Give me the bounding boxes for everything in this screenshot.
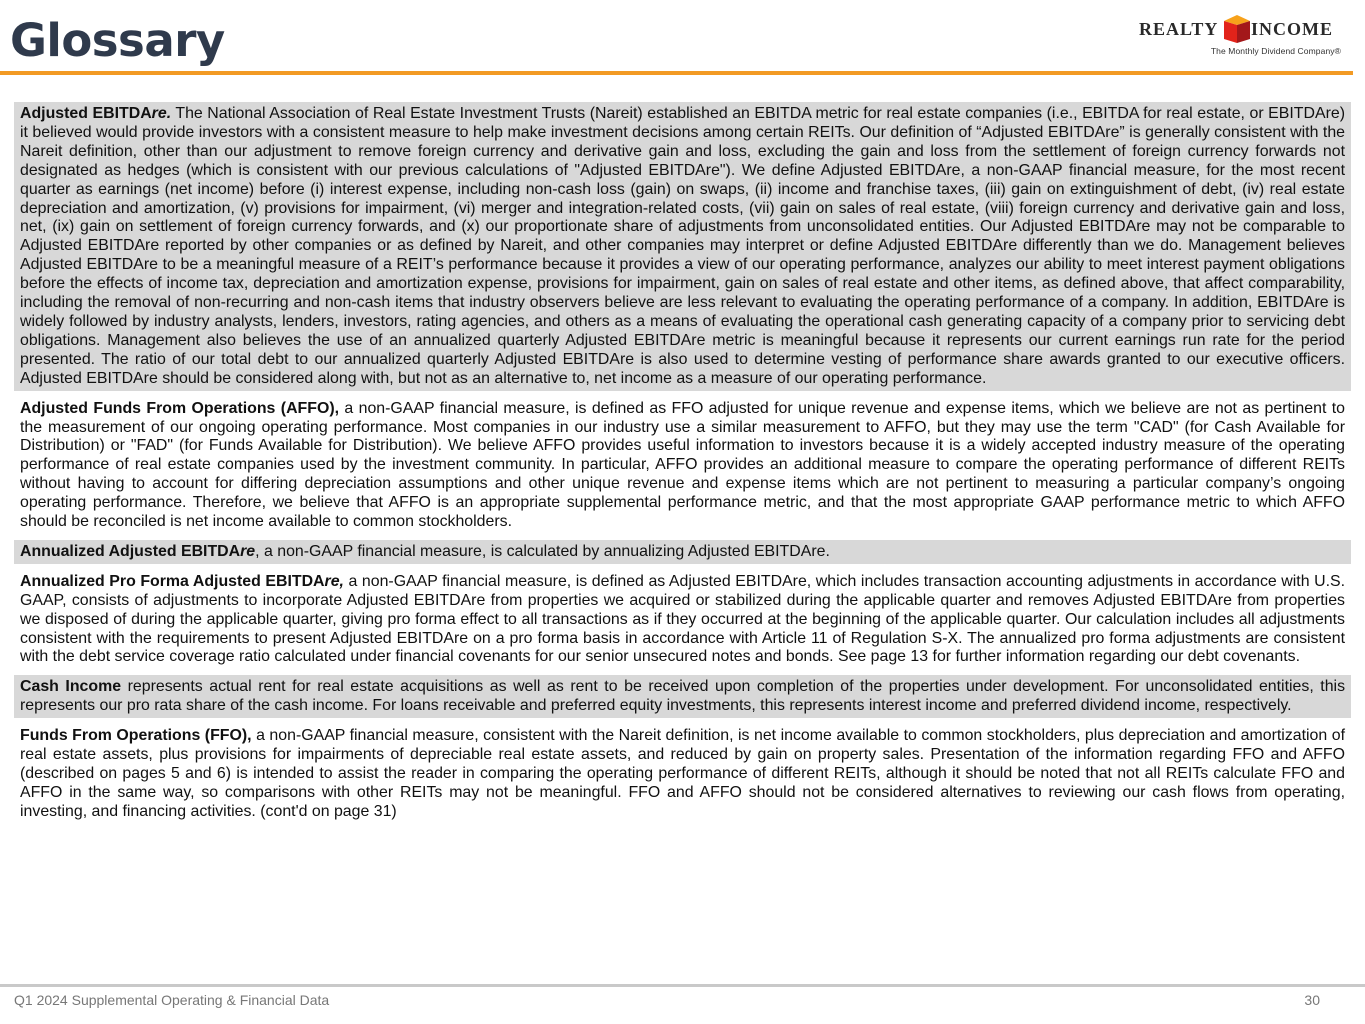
entry-term: Annualized Adjusted EBITDA	[20, 542, 241, 560]
glossary-entry	[14, 397, 1351, 534]
entry-definition: a non-GAAP financial measure, is defined as FFO adjusted for unique revenue and expense items, which we believe are not as pertinent to the measurement of our ongoing operating performance. Most companies in our industry use a similar measurement to AFFO, but they may use the term "CAD" (for Cash Available for Distribution) or "FAD" (for Funds Available for Distribution). We believe AFFO provides useful information to investors because it is a widely accepted industry measure of the operating performance of real estate companies used by the investment community. In particular, AFFO provides an additional measure to compare the operating performance of different REITs without having to account for differing depreciation assumptions and other unique revenue and expense items which are not pertinent to measuring a particular company’s ongoing operating performance. Therefore, we believe that AFFO is an appropriate supplemental performance metric, and that the most appropriate GAAP performance metric to which AFFO should be reconciled is net income available to common stockholders.	[20, 399, 1345, 531]
entry-term: Adjusted EBITDA	[20, 105, 152, 122]
logo-word-left: REALTY	[1139, 19, 1219, 39]
entry-definition: represents actual rent for real estate acquisitions as well as rent to be received upon completion of the properties under development. For unconsolidated entities, this represents our pro rata share of the cash income. For loans receivable and preferred equity investments, this represents interest income and preferred dividend income, respectively.	[20, 678, 1346, 715]
glossary-entry	[14, 570, 1351, 670]
entry-term: Adjusted Funds From Operations (AFFO),	[20, 399, 340, 417]
glossary-entry	[14, 540, 1351, 564]
glossary-entry	[14, 724, 1351, 824]
footer-rule	[0, 984, 1365, 987]
glossary-entry	[14, 102, 1351, 391]
logo-tagline: The Monthly Dividend Company®	[1210, 46, 1341, 56]
entry-term-suffix: re,	[324, 572, 344, 590]
footer-caption: Q1 2024 Supplemental Operating & Financial Data	[14, 992, 330, 1008]
logo-building-icon	[1222, 13, 1252, 45]
entry-definition: a non-GAAP financial measure, consistent with the Nareit definition, is net income available to common stockholders, plus depreciation and amortization of real estate assets, plus provisions for impairments of depreciable real estate assets, and reduced by gain on property sales. Presentation of the information regarding FFO and AFFO (described on pages 5 and 6) is intended to assist the reader in comparing the operating performance of different REITs, although it should be noted that not all REITs calculate FFO and AFFO in the same way, so comparisons with other REITs may not be meaningful. FFO and AFFO should not be considered alternatives to reviewing our cash flows from operating, investing, and financing activities. (cont'd on page 31)	[20, 727, 1345, 820]
logo-word-right: INCOME	[1251, 19, 1333, 39]
page-title: Glossary	[10, 14, 225, 67]
entry-term: Annualized Pro Forma Adjusted EBITDA	[20, 572, 325, 590]
entry-term-suffix: re	[240, 542, 256, 560]
page-header	[0, 0, 1365, 78]
glossary-entry	[14, 675, 1351, 718]
entry-definition: a non-GAAP financial measure, is defined as Adjusted EBITDAre, which includes transaction accounting adjustments in accordance with U.S. GAAP, consists of adjustments to incorporate Adjusted EBITDAre from properties we acquired or stabilized during the applicable quarter and removes Adjusted EBITDAre from properties we disposed of during the applicable quarter, giving pro forma effect to all transactions as if they occurred at the beginning of the applicable quarter. Our calculation includes all adjustments consistent with the requirements to present Adjusted EBITDAre on a pro forma basis in accordance with Article 11 of Regulation S-X. The annualized pro forma adjustments are consistent with the debt service coverage ratio calculated under financial covenants for our senior unsecured notes and bonds. See page 13 for further information regarding our debt covenants.	[20, 572, 1345, 666]
page-number: 30	[1304, 992, 1320, 1008]
header-rule	[0, 71, 1353, 75]
entry-term: Cash Income	[20, 678, 122, 696]
entry-definition: The National Association of Real Estate Investment Trusts (Nareit) established an EBITDA metric for real estate companies (i.e., EBITDA for real estate, or EBITDAre) it believed would provide investors with a consistent measure to help make investment decisions among certain REITs. Our definition of “Adjusted EBITDAre” is generally consistent with the Nareit definition, other than our adjustment to remove foreign currency and derivative gain and loss, excluding the gain and loss from the settlement of foreign currency forwards not designated as hedges (which is consistent with our previous calculations of "Adjusted EBITDAre"). We define Adjusted EBITDAre, a non-GAAP financial measure, for the most recent quarter as earnings (net income) before (i) interest expense, including non-cash loss (gain) on swaps, (ii) income and franchise taxes, (iii) gain on extinguishment of debt, (iv) real estate depreciation and amortization, (v) provisions for impairment, (vi) merger and integration-related costs, (vii) gain on sales of real estate, (viii) foreign currency and derivative gain and loss, net, (ix) gain on settlement of foreign currency forwards, and (x) our proportionate share of adjustments from unconsolidated entities. Our Adjusted EBITDAre may not be comparable to Adjusted EBITDAre reported by other companies or as defined by Nareit, and other companies may interpret or define Adjusted EBITDAre differently than we do. Management believes Adjusted EBITDAre to be a meaningful measure of a REIT’s performance because it provides a view of our operating performance, analyzes our ability to meet interest payment obligations before the effects of income tax, depreciation and amortization expense, provisions for impairment, gain on sales of real estate and other items, as defined above, that affect comparability, including the removal of non-recurring and non-cash items that industry observers believe are less relevant to evaluating the operating performance of a company. In addition, EBITDAre is widely followed by industry analysts, lenders, investors, rating agencies, and others as a means of evaluating the operational cash generating capacity of a company prior to servicing debt obligations. Management also believes the use of an annualized quarterly Adjusted EBITDAre metric is meaningful because it represents our current earnings run rate for the period presented. The ratio of our total debt to our annualized quarterly Adjusted EBITDAre is also used to determine vesting of performance share awards granted to our executive officers. Adjusted EBITDAre should be considered along with, but not as an alternative to, net income as a measure of our operating performance.	[20, 105, 1345, 387]
entry-definition: , a non-GAAP financial measure, is calculated by annualizing Adjusted EBITDAre.	[255, 542, 830, 560]
entry-term: Funds From Operations (FFO),	[20, 727, 252, 745]
company-logo	[1136, 10, 1340, 62]
glossary-list	[14, 102, 1351, 830]
entry-term-suffix: re.	[151, 105, 172, 122]
